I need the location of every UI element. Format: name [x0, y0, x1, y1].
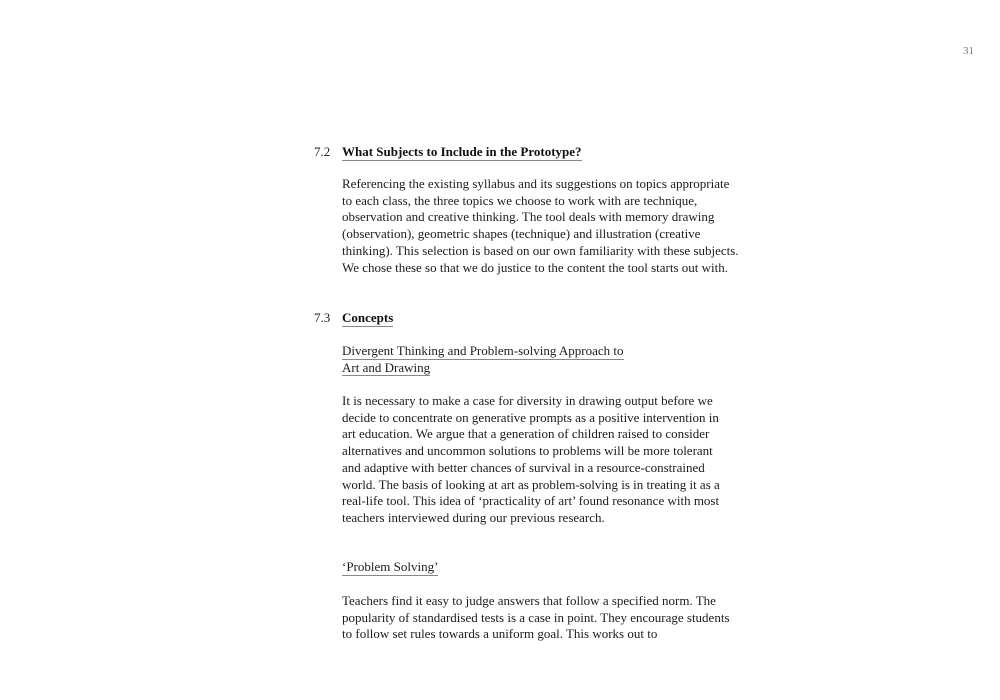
subheading-divergent-thinking: [342, 343, 624, 376]
subheading-problem-solving: [342, 559, 438, 576]
divergent-thinking-paragraph: It is necessary to make a case for diversity in drawing output before we decide to concentrate on generative prompts as a positive intervention in art education. We argue that a generation of children raised to consider alternatives and uncommon solutions to problems will be more tolerant and adaptive with better chances of survival in a resource-constrained world. The basis of looking at art as problem-solving is in treating it as a real-life tool. This idea of ‘practicality of art’ found resonance with most teachers interviewed during our previous research.: [342, 393, 720, 525]
section-7-2-paragraph: Referencing the existing syllabus and its suggestions on topics appropriate to each class, the three topics we choose to work with are technique, observation and creative thinking. The tool deals with memory drawing (observation), geometric shapes (technique) and illustration (creative thinking). This selection is based on our own familiarity with these subjects. We chose these so that we do justice to the content the tool starts out with.: [342, 176, 739, 275]
page-number: 31: [963, 45, 974, 57]
subheading-line: Art and Drawing: [342, 359, 431, 375]
section-number: 7.2: [314, 144, 331, 159]
subheading-line: Divergent Thinking and Problem-solving Approach to: [342, 343, 624, 358]
section-title: Concepts: [342, 310, 394, 325]
section-number: 7.3: [314, 310, 331, 325]
problem-solving-paragraph: Teachers find it easy to judge answers that follow a specified norm. The popularity of standardised tests is a case in point. They encourage students to follow set rules towards a uniform goal. This works out to: [342, 593, 730, 642]
subheading-line: ‘Problem Solving’: [342, 559, 439, 574]
section-title: What Subjects to Include in the Prototype?: [342, 144, 582, 159]
